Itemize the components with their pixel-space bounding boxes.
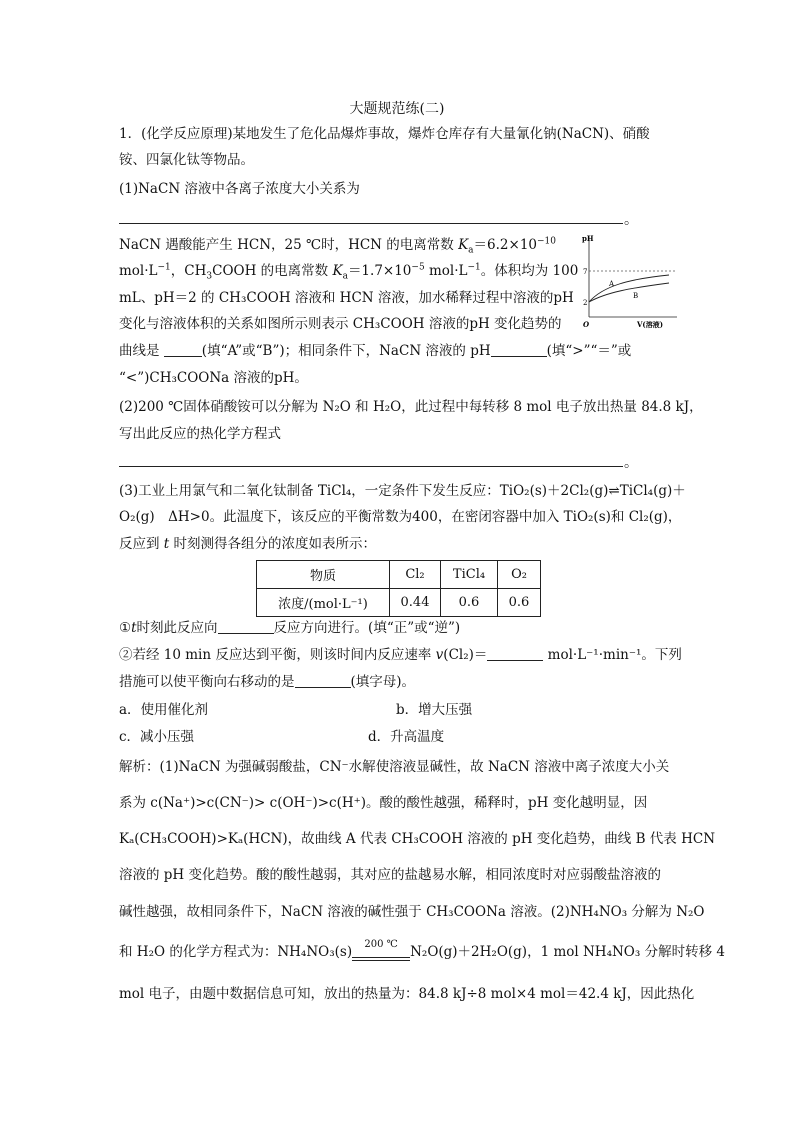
curve-b-label: B	[633, 292, 639, 300]
part1b-line6: “<”)CH₃COONa 溶液的pH。	[119, 370, 308, 386]
text-span: ①	[119, 620, 132, 636]
table-header: 物质	[257, 561, 390, 589]
curve-a-label: A	[609, 280, 615, 288]
text-span: (填“A”或“B”)；相同条件下，NaCN 溶液的 pH	[201, 343, 491, 359]
tick-2: 2	[583, 299, 588, 307]
answer-blank-1-period: 。	[624, 212, 638, 228]
text-span: ＝1.7×10	[347, 263, 412, 279]
table-row	[257, 589, 541, 617]
text-span: 和 H₂O 的化学方程式为：NH₄NO₃(s)	[119, 944, 353, 960]
equal-sign	[352, 957, 410, 961]
x-axis-label: V(溶液)	[637, 320, 664, 329]
text-span: ，CH	[170, 263, 207, 279]
ka-sub: a	[468, 245, 474, 256]
q1-intro-line2: 铵、四氯化钛等物品。	[119, 152, 254, 168]
t-symbol: t	[163, 536, 170, 552]
ka-sub: a	[342, 271, 348, 282]
origin-label: O	[583, 320, 590, 329]
option-c: c．减小压强	[119, 729, 195, 745]
part1b-line1	[119, 236, 556, 254]
sub2-line1	[119, 646, 682, 664]
curve-a	[589, 275, 669, 302]
part2-line1: (2)200 ℃固体硝酸铵可以分解为 N₂O 和 H₂O，此过程中每转移 8 mol 电子放出热量 84.8 kJ，	[119, 399, 703, 415]
text-span: ＝6.2×10	[473, 237, 538, 253]
text-span: (填字母)。	[350, 674, 416, 690]
sub1-line	[119, 619, 460, 637]
part2-line2: 写出此反应的热化学方程式	[119, 426, 281, 442]
concentration-table	[256, 560, 541, 617]
table-header: O₂	[498, 561, 541, 589]
q1-intro-line1: 1．(化学反应原理)某地发生了危化品爆炸事故，爆炸仓库存有大量氰化钠(NaCN)、硝酸	[119, 126, 650, 142]
sub2-line2	[119, 673, 415, 691]
answer-blank-measure[interactable]	[295, 673, 351, 688]
text-span: 时刻测得各组分的浓度如表所示：	[169, 536, 377, 552]
text-span: mol·L⁻¹·min⁻¹。下列	[543, 647, 682, 663]
text-span: 措施可以使平衡向右移动的是	[119, 674, 295, 690]
table-header: Cl₂	[390, 561, 441, 589]
solution-line7: mol 电子，由题中数据信息可知，放出的热量为：84.8 kJ÷8 mol×4 mol＝42.4 kJ，因此热化	[119, 986, 695, 1002]
y-axis-label: pH	[582, 234, 594, 243]
part1b-line5	[119, 342, 631, 360]
exponent: −5	[411, 262, 425, 273]
text-span: N₂O(g)＋2H₂O(g)，1 mol NH₄NO₃ 分解时转移 4	[410, 944, 725, 960]
part3-line3	[119, 535, 376, 553]
text-span: 反应方向进行。(填“正”或“逆”)	[273, 620, 461, 636]
ka-symbol: K	[332, 263, 343, 279]
text-span: ②若经 10 min 反应达到平衡，则该时间内反应速率	[119, 647, 436, 663]
solution-line2: 系为 c(Na⁺)>c(CN⁻)> c(OH⁻)>c(H⁺)。酸的酸性越强，稀释时，pH 变化越明显，因	[119, 795, 648, 811]
table-cell: 浓度/(mol·L⁻¹)	[257, 589, 390, 617]
text-span: 。体积均为 100	[480, 263, 579, 279]
answer-blank-1[interactable]	[119, 223, 623, 224]
solution-line6	[119, 939, 725, 961]
v-symbol: v	[435, 647, 444, 663]
ph-dilution-graph	[581, 232, 681, 332]
option-a: a．使用催化剂	[119, 702, 209, 718]
solution-line3: Kₐ(CH₃COOH)>Kₐ(HCN)，故曲线 A 代表 CH₃COOH 溶液的 pH 变化趋势，曲线 B 代表 HCN	[119, 831, 716, 847]
t-symbol: t	[131, 620, 137, 636]
solution-line1: 解析：(1)NaCN 为强碱弱酸盐，CN⁻水解使溶液显碱性，故 NaCN 溶液中离子浓度大小关	[119, 759, 670, 775]
table-row	[257, 561, 541, 589]
part3-line2: O₂(g) ΔH>0。此温度下，该反应的平衡常数为400，在密闭容器中加入 TiO₂(s)和 Cl₂(g)，	[119, 509, 682, 525]
answer-blank-2-period: 。	[624, 455, 638, 471]
answer-blank-direction[interactable]	[218, 619, 274, 634]
text-span: NaCN 遇酸能产生 HCN，25 ℃时，HCN 的电离常数	[119, 237, 459, 253]
reaction-arrow	[352, 939, 410, 961]
text-span: 反应到	[119, 536, 164, 552]
text-span: 曲线是	[119, 343, 164, 359]
table-header: TiCl₄	[441, 561, 498, 589]
page-title: 大题规范练(二)	[349, 101, 445, 117]
table-cell: 0.44	[390, 589, 441, 617]
reaction-condition: 200 ℃	[364, 939, 398, 950]
solution-line5: 碱性越强，故相同条件下，NaCN 溶液的碱性强于 CH₃COONa 溶液。(2)NH₄NO₃ 分解为 N₂O	[119, 904, 705, 920]
text-span: mol·L	[424, 263, 468, 279]
exponent: −1	[467, 262, 481, 273]
part1-prompt: (1)NaCN 溶液中各离子浓度大小关系为	[119, 181, 360, 197]
solution-line4: 溶液的 pH 变化趋势。酸的酸性越弱，其对应的盐越易水解，相同浓度时对应弱酸盐溶液的	[119, 867, 661, 883]
text-span: mol·L	[119, 263, 158, 279]
part3-line1: (3)工业上用氯气和二氧化钛制备 TiCl₄，一定条件下发生反应：TiO₂(s)＋2Cl₂(g)⇌TiCl₄(g)＋	[119, 483, 686, 499]
ka-symbol: K	[458, 237, 469, 253]
part1b-line4: 变化与溶液体积的关系如图所示则表示 CH₃COOH 溶液的pH 变化趋势的	[119, 316, 562, 332]
answer-blank-2[interactable]	[119, 466, 623, 467]
text-span: COOH 的电离常数	[212, 263, 333, 279]
exponent: −1	[157, 262, 171, 273]
text-span: 时刻此反应向	[136, 620, 218, 636]
text-span: (填“>”“＝”或	[546, 343, 632, 359]
answer-blank-curve[interactable]	[164, 342, 202, 357]
part1b-line3: mL、pH＝2 的 CH₃COOH 溶液和 HCN 溶液，加水稀释过程中溶液的pH	[119, 290, 574, 306]
table-cell: 0.6	[498, 589, 541, 617]
option-b: b．增大压强	[396, 702, 473, 718]
answer-blank-rate[interactable]	[487, 646, 543, 661]
answer-blank-ph[interactable]	[491, 342, 547, 357]
option-d: d．升高温度	[368, 729, 445, 745]
tick-7: 7	[583, 268, 588, 276]
text-span: (Cl₂)＝	[443, 647, 488, 663]
exponent: −10	[537, 236, 557, 247]
table-cell: 0.6	[441, 589, 498, 617]
part1b-line2: $mol\cdot L^{-1}$，$CH_3COOH$ 的电离常数 $K_a=1.7\times 10^{-5}$ $mol\cdot L^{-1}$。体积均为 100	[119, 262, 579, 282]
